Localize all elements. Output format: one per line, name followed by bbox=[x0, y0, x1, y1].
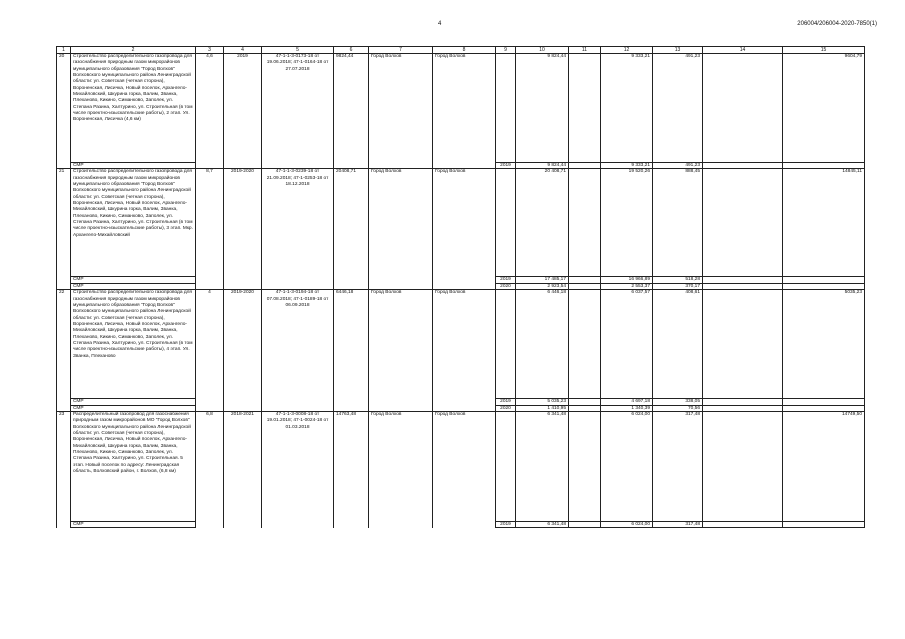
smr-year: 2019 bbox=[496, 399, 516, 405]
regional-budget: 9 333,21 bbox=[601, 54, 653, 163]
smr-remaining bbox=[783, 522, 865, 528]
row-number: 22 bbox=[57, 290, 71, 399]
federal-budget bbox=[569, 169, 601, 277]
remaining-cost: 9604,79 bbox=[783, 54, 865, 163]
smr-year: 2019 bbox=[496, 522, 516, 528]
smr-label: СМР bbox=[71, 399, 196, 405]
smr-label: СМР bbox=[71, 163, 196, 169]
smr-local: 338,05 bbox=[653, 399, 703, 405]
object-description: Распределительный газопровод для газоснабжения природным газом микрорайонов МО "Город Волхов" Волховского муниципального района Ленинградской области: ул. Советская (четная сторона), Вороненская, Лисичка, Новый поселок, Архангело-Михайловский, Шкурина горка, Валим, Званка, Плеханово, Кикино, Симанково, Заполек, ул. Степана Разина, Халтурино, ул. Строительная. 5 этап. Новый поселок по адресу: Ленинградская область, Волховский район, г. Волхов, (6,8 км) bbox=[71, 412, 196, 522]
local-budget: 317,48 bbox=[653, 412, 703, 522]
header-cell: 8 bbox=[433, 47, 496, 54]
document-id: 206004/206004-2020-7850(1) bbox=[797, 21, 877, 27]
period: 2019 bbox=[224, 54, 262, 163]
total-cost: 9824,44 bbox=[334, 54, 369, 163]
smr-year: 2019 bbox=[496, 277, 516, 283]
other-sources bbox=[703, 290, 783, 399]
remaining-cost: 14845,11 bbox=[783, 169, 865, 277]
year-cell bbox=[496, 290, 516, 399]
customer: Город Волхов bbox=[369, 290, 433, 399]
remaining-cost: 5035,23 bbox=[783, 290, 865, 399]
smr-label: СМР bbox=[71, 277, 196, 283]
total-sum: 9 824,44 bbox=[516, 54, 569, 163]
header-cell: 1 bbox=[57, 47, 71, 54]
year-cell bbox=[496, 412, 516, 522]
other-sources bbox=[703, 169, 783, 277]
customer: Город Волхов bbox=[369, 412, 433, 522]
regional-budget: 6 037,57 bbox=[601, 290, 653, 399]
local-budget: 408,61 bbox=[653, 290, 703, 399]
expertise-conclusion: 47-1-1-3-0194-18 от 07.08.2018; 47-1-0189-18 от 06.09.2018 bbox=[262, 290, 334, 399]
municipality: Город Волхов bbox=[433, 412, 496, 522]
smr-regional: 9 333,21 bbox=[601, 163, 653, 169]
smr-other bbox=[703, 522, 783, 528]
other-sources bbox=[703, 412, 783, 522]
year-cell bbox=[496, 54, 516, 163]
period: 2019-2020 bbox=[224, 169, 262, 277]
municipality: Город Волхов bbox=[433, 169, 496, 277]
period: 2019-2020 bbox=[224, 290, 262, 399]
header-cell: 14 bbox=[703, 47, 783, 54]
total-cost: 20408,71 bbox=[334, 169, 369, 277]
header-cell: 4 bbox=[224, 47, 262, 54]
year-cell bbox=[496, 169, 516, 277]
smr-year: 2020 bbox=[496, 283, 516, 289]
header-cell: 9 bbox=[496, 47, 516, 54]
length-km: 4 bbox=[196, 290, 224, 399]
expertise-conclusion: 47-1-1-3-0008-18 от 19.01.2018; 47-1-0024-18 от 01.03.2018 bbox=[262, 412, 334, 522]
empty-cell bbox=[224, 522, 262, 528]
empty-cell bbox=[334, 522, 369, 528]
municipality: Город Волхов bbox=[433, 290, 496, 399]
total-sum: 20 408,71 bbox=[516, 169, 569, 277]
other-sources bbox=[703, 54, 783, 163]
empty-cell bbox=[433, 522, 496, 528]
empty-cell bbox=[196, 522, 224, 528]
regional-budget: 19 520,26 bbox=[601, 169, 653, 277]
federal-budget bbox=[569, 412, 601, 522]
expertise-conclusion: 47-1-1-3-0239-18 от 21.09.2018; 47-1-0253-18 от 18.12.2018 bbox=[262, 169, 334, 277]
local-budget: 491,23 bbox=[653, 54, 703, 163]
length-km: 6,8 bbox=[196, 412, 224, 522]
smr-total: 17 485,17 bbox=[516, 277, 569, 283]
smr-local: 317,48 bbox=[653, 522, 703, 528]
smr-regional: 6 024,00 bbox=[601, 522, 653, 528]
length-km: 8,7 bbox=[196, 169, 224, 277]
table-row bbox=[57, 290, 865, 399]
header-cell: 3 bbox=[196, 47, 224, 54]
table-row bbox=[57, 412, 865, 522]
expertise-conclusion: 47-1-1-3-0173-18 от 19.06.2018; 47-1-0164-18 от 27.07.2018 bbox=[262, 54, 334, 163]
empty-cell bbox=[262, 522, 334, 528]
header-cell: 12 bbox=[601, 47, 653, 54]
customer: Город Волхов bbox=[369, 54, 433, 163]
smr-label: СМР bbox=[71, 522, 196, 528]
header-cell: 10 bbox=[516, 47, 569, 54]
period: 2018-2021 bbox=[224, 412, 262, 522]
smr-year: 2019 bbox=[496, 163, 516, 169]
header-cell: 15 bbox=[783, 47, 865, 54]
smr-total: 6 341,48 bbox=[516, 522, 569, 528]
header-cell: 5 bbox=[262, 47, 334, 54]
total-sum: 6 341,48 bbox=[516, 412, 569, 522]
header-cell: 7 bbox=[369, 47, 433, 54]
header-cell: 2 bbox=[71, 47, 196, 54]
row-number: 23 bbox=[57, 412, 71, 522]
header-cell: 11 bbox=[569, 47, 601, 54]
smr-regional: 2 553,37 bbox=[601, 283, 653, 289]
object-description: Строительство распределительного газопровода для газоснабжения природным газом микрорайонов муниципального образования "Город Волхов" Волховского муниципального района Ленинградской области: ул. Советская (четная сторона), Вороненская, Лисичка, Новый поселок, Архангело-Михайловский, Шкурина горка, Валим, Званка, Плеханово, Кикино, Симанково, Заполек, ул. Степана Разина, Халтурино, ул. Строительная (в том числе проектно-изыскательские работы), 4 этап. Ул. Званка, Плеханово bbox=[71, 290, 196, 399]
federal-budget bbox=[569, 54, 601, 163]
header-cell: 6 bbox=[334, 47, 369, 54]
smr-federal bbox=[569, 522, 601, 528]
customer: Город Волхов bbox=[369, 169, 433, 277]
smr-regional: 1 340,39 bbox=[601, 405, 653, 411]
smr-local: 518,28 bbox=[653, 277, 703, 283]
page-number: 4 bbox=[438, 21, 442, 27]
total-cost: 14763,48 bbox=[334, 412, 369, 522]
municipality: Город Волхов bbox=[433, 54, 496, 163]
smr-year: 2020 bbox=[496, 405, 516, 411]
header-row bbox=[57, 47, 865, 54]
smr-row bbox=[57, 522, 865, 528]
smr-total: 2 923,54 bbox=[516, 283, 569, 289]
smr-local: 70,56 bbox=[653, 405, 703, 411]
length-km: 4,6 bbox=[196, 54, 224, 163]
federal-budget bbox=[569, 290, 601, 399]
smr-local: 370,17 bbox=[653, 283, 703, 289]
data-table bbox=[56, 46, 865, 528]
table-row bbox=[57, 169, 865, 277]
remaining-cost: 14749,50 bbox=[783, 412, 865, 522]
smr-regional: 4 697,18 bbox=[601, 399, 653, 405]
smr-local: 491,23 bbox=[653, 163, 703, 169]
smr-label: СМР bbox=[71, 405, 196, 411]
row-number: 20 bbox=[57, 54, 71, 163]
total-sum: 6 446,18 bbox=[516, 290, 569, 399]
regional-budget: 6 024,00 bbox=[601, 412, 653, 522]
local-budget: 888,45 bbox=[653, 169, 703, 277]
table-row bbox=[57, 54, 865, 163]
object-description: Строительство распределительного газопровода для газоснабжения природным газом микрорайонов муниципального образования "Город Волхов" Волховского муниципального района Ленинградской области: ул. Советская (четная сторона), Вороненская, Лисичка, Новый поселок, Архангело-Михайловский, Шкурина горка, Валим, Званка, Плеханово, Кикино, Симанково, Заполек, ул. Степана Разина, Халтурино, ул. Строительная (в том числе проектно-изыскательские работы), 3 этап. Мкр. Архангело-Михайловский bbox=[71, 169, 196, 277]
row-number: 21 bbox=[57, 169, 71, 277]
total-cost: 6446,18 bbox=[334, 290, 369, 399]
row-number bbox=[57, 522, 71, 528]
smr-regional: 16 966,89 bbox=[601, 277, 653, 283]
header-cell: 13 bbox=[653, 47, 703, 54]
smr-total: 1 410,95 bbox=[516, 405, 569, 411]
smr-total: 9 824,44 bbox=[516, 163, 569, 169]
object-description: Строительство распределительного газопровода для газоснабжения природным газом микрорайонов муниципального образования "Город Волхов" Волховского муниципального района Ленинградской области: ул. Советская (четная сторона), Вороненская, Лисичка, Новый поселок, Архангело-Михайловский, Шкурина горка, Валим, Званка, Плеханово, Кикино, Симанково, Заполек, ул. Степана Разина, Халтурино, ул. Строительная (в том числе проектно-изыскательские работы), 2 этап. Ул. Вороненская, Лисичка (4,6 км) bbox=[71, 54, 196, 163]
smr-label: СМР bbox=[71, 283, 196, 289]
empty-cell bbox=[369, 522, 433, 528]
smr-total: 5 035,23 bbox=[516, 399, 569, 405]
